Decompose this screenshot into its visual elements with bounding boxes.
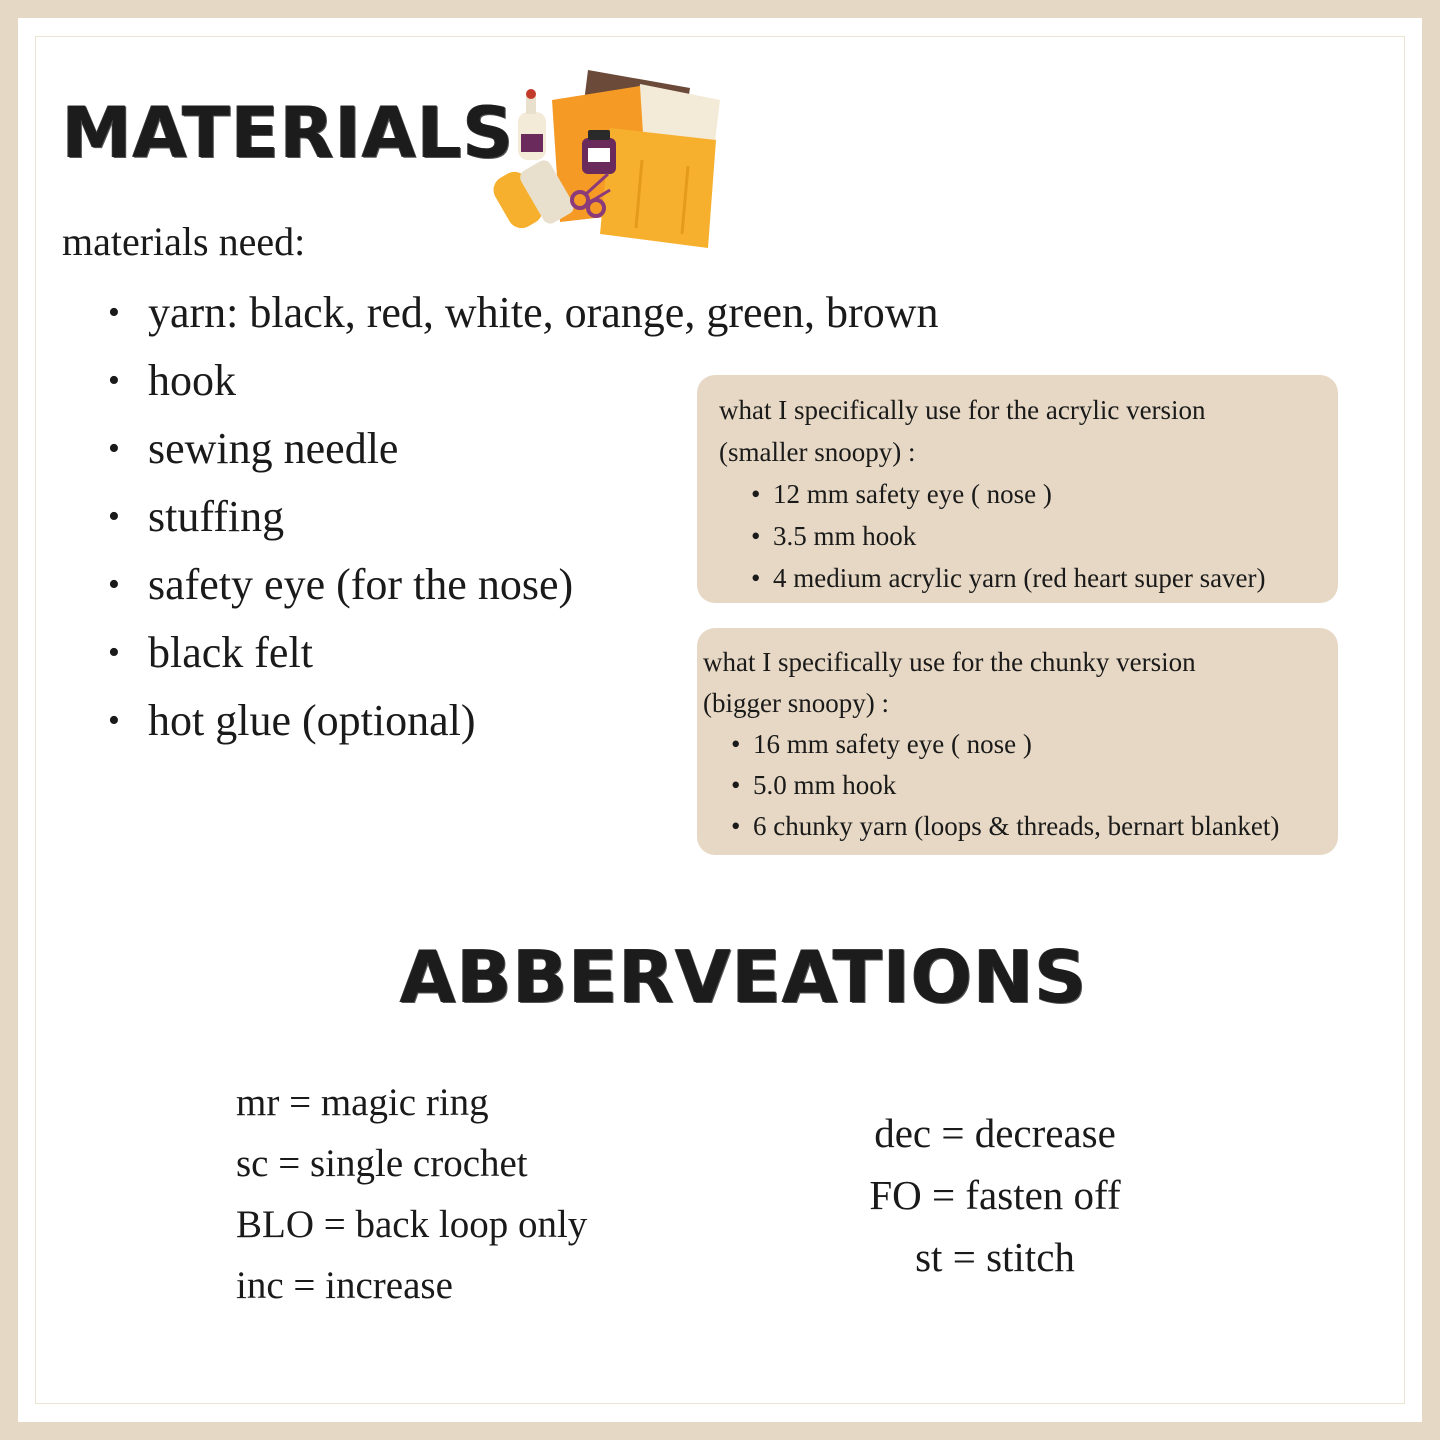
abbreviation-item: FO = fasten off bbox=[869, 1172, 1121, 1218]
list-item: • 5.0 mm hook bbox=[731, 765, 1318, 806]
materials-title: MATERIALS bbox=[62, 92, 515, 174]
list-item: • 6 chunky yarn (loops & threads, bernart blanket) bbox=[731, 806, 1318, 847]
abbreviation-item: BLO = back loop only bbox=[236, 1203, 588, 1246]
abbreviation-item: dec = decrease bbox=[874, 1110, 1116, 1156]
list-item: • yarn: black, red, white, orange, green, brown bbox=[108, 282, 938, 350]
box-header: what I specifically use for the chunky version bbox=[703, 647, 1196, 677]
materials-intro: materials need: bbox=[62, 219, 306, 264]
box-subheader: (bigger snoopy) : bbox=[703, 688, 889, 718]
abbreviations-title: ABBERVEATIONS bbox=[400, 935, 1088, 1019]
list-item: • 3.5 mm hook bbox=[751, 515, 1318, 557]
list-item: • hook bbox=[108, 350, 938, 418]
craft-supplies-icon bbox=[490, 62, 730, 252]
abbreviations-right-column bbox=[840, 1102, 1150, 1288]
acrylic-list bbox=[719, 473, 1318, 599]
acrylic-version-box bbox=[697, 375, 1338, 603]
list-item: • sewing needle bbox=[108, 418, 938, 486]
list-item: • 12 mm safety eye ( nose ) bbox=[751, 473, 1318, 515]
list-item: • 4 medium acrylic yarn (red heart super saver) bbox=[751, 557, 1318, 599]
abbreviations-left-column bbox=[236, 1072, 587, 1316]
list-item: • black felt bbox=[108, 622, 938, 690]
chunky-version-box bbox=[697, 628, 1338, 855]
abbreviation-item: inc = increase bbox=[236, 1264, 453, 1307]
abbreviation-item: mr = magic ring bbox=[236, 1081, 489, 1124]
chunky-list bbox=[703, 724, 1318, 847]
list-item: • safety eye (for the nose) bbox=[108, 554, 938, 622]
list-item: • stuffing bbox=[108, 486, 938, 554]
list-item: • hot glue (optional) bbox=[108, 690, 938, 758]
box-subheader: (smaller snoopy) : bbox=[719, 437, 916, 467]
abbreviation-item: sc = single crochet bbox=[236, 1142, 528, 1185]
abbreviation-item: st = stitch bbox=[915, 1234, 1075, 1280]
list-item: • 16 mm safety eye ( nose ) bbox=[731, 724, 1318, 765]
box-header: what I specifically use for the acrylic version bbox=[719, 395, 1206, 425]
